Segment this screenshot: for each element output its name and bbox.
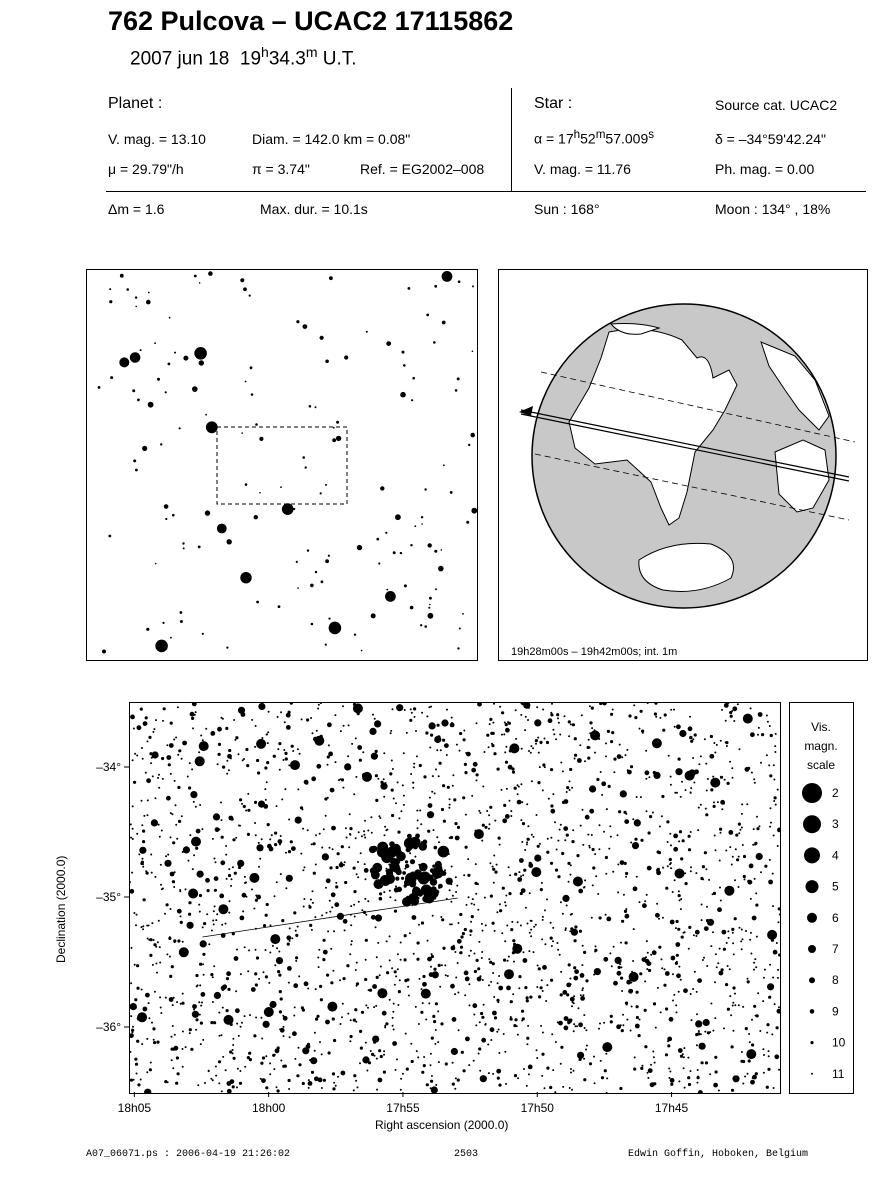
scale-title-line: Vis. xyxy=(811,720,831,734)
planet-parallax: π = 3.74" xyxy=(252,161,310,177)
scale-symbol xyxy=(804,847,820,863)
x-tick-label: 17h55 xyxy=(386,1101,420,1115)
magnitude-scale-panel xyxy=(789,702,854,1094)
scale-symbol xyxy=(807,913,817,923)
sun-elongation: Sun : 168° xyxy=(534,201,600,217)
scale-title-line: scale xyxy=(806,758,836,772)
globe-time-caption: 19h28m00s – 19h42m00s; int. 1m xyxy=(511,646,678,658)
scale-symbol xyxy=(806,880,819,893)
star-declination: δ = –34°59'42.24" xyxy=(715,131,826,147)
ra-m-unit: m xyxy=(595,128,606,141)
scale-magnitude-label: 5 xyxy=(832,879,839,894)
magnitude-scale xyxy=(790,703,853,1093)
scale-symbol xyxy=(811,1073,813,1075)
footer-page-number: 2503 xyxy=(454,1149,479,1160)
scale-symbol xyxy=(803,815,821,833)
planet-motion: μ = 29.79"/h xyxy=(108,161,184,177)
scale-magnitude-label: 4 xyxy=(832,848,839,863)
y-tick-label: –34° xyxy=(96,760,121,774)
moon-info: Moon : 134° , 18% xyxy=(715,201,831,217)
ra-hours: α = 17 xyxy=(534,130,574,147)
scale-title-line: magn. xyxy=(804,739,838,753)
hour-unit: h xyxy=(261,44,269,60)
scale-symbol xyxy=(809,977,815,983)
scale-symbol xyxy=(810,1009,815,1014)
footer-filename: A07_06071.ps : 2006-04-19 21:26:02 xyxy=(86,1149,291,1160)
y-tick-label: –35° xyxy=(96,890,121,904)
footer-author: Edwin Goffin, Hoboken, Belgium xyxy=(628,1149,809,1160)
scale-magnitude-label: 6 xyxy=(832,910,839,925)
event-date: 2007 jun 18 xyxy=(130,48,230,70)
scale-magnitude-label: 10 xyxy=(832,1035,846,1050)
star-source: Source cat. UCAC2 xyxy=(715,97,838,113)
star-heading: Star : xyxy=(534,95,573,112)
scale-magnitude-label: 9 xyxy=(832,1004,839,1019)
scale-magnitude-label: 3 xyxy=(832,817,839,832)
scale-symbol xyxy=(808,945,816,953)
x-tick-label: 18h05 xyxy=(117,1101,152,1115)
minute-unit: m xyxy=(305,44,318,60)
scale-magnitude-label: 11 xyxy=(832,1066,845,1081)
x-tick-label: 18h00 xyxy=(251,1101,286,1115)
planet-diameter: Diam. = 142.0 km = 0.08" xyxy=(252,131,411,147)
page-title: 762 Pulcova – UCAC2 17115862 xyxy=(108,6,514,36)
ra-s-unit: s xyxy=(648,128,655,141)
event-minute: 34.3 xyxy=(268,48,306,70)
ra-seconds: 57.009 xyxy=(605,130,649,147)
max-duration: Max. dur. = 10.1s xyxy=(260,201,368,217)
planet-vmag: V. mag. = 13.10 xyxy=(108,131,206,147)
y-tick-label: –36° xyxy=(96,1020,121,1034)
star-vmag: V. mag. = 11.76 xyxy=(534,161,631,177)
scale-magnitude-label: 7 xyxy=(832,942,839,956)
x-tick-label: 17h45 xyxy=(654,1101,689,1115)
planet-heading: Planet : xyxy=(108,95,163,112)
x-tick-label: 17h50 xyxy=(520,1101,554,1115)
scale-magnitude-label: 2 xyxy=(832,786,839,800)
ra-minutes: 52 xyxy=(580,130,596,147)
star-phmag: Ph. mag. = 0.00 xyxy=(715,161,815,177)
time-scale: U.T. xyxy=(322,48,357,70)
planet-reference: Ref. = EG2002–008 xyxy=(360,161,485,177)
ra-h-unit: h xyxy=(573,128,581,141)
event-hour: 19 xyxy=(239,48,262,70)
scale-magnitude-label: 8 xyxy=(832,973,839,988)
delta-magnitude: Δm = 1.6 xyxy=(108,201,165,217)
x-axis-label: Right ascension (2000.0) xyxy=(375,1118,509,1132)
scale-symbol xyxy=(810,1041,813,1044)
scale-symbol xyxy=(802,783,822,803)
y-axis-label: Declination (2000.0) xyxy=(54,855,68,963)
